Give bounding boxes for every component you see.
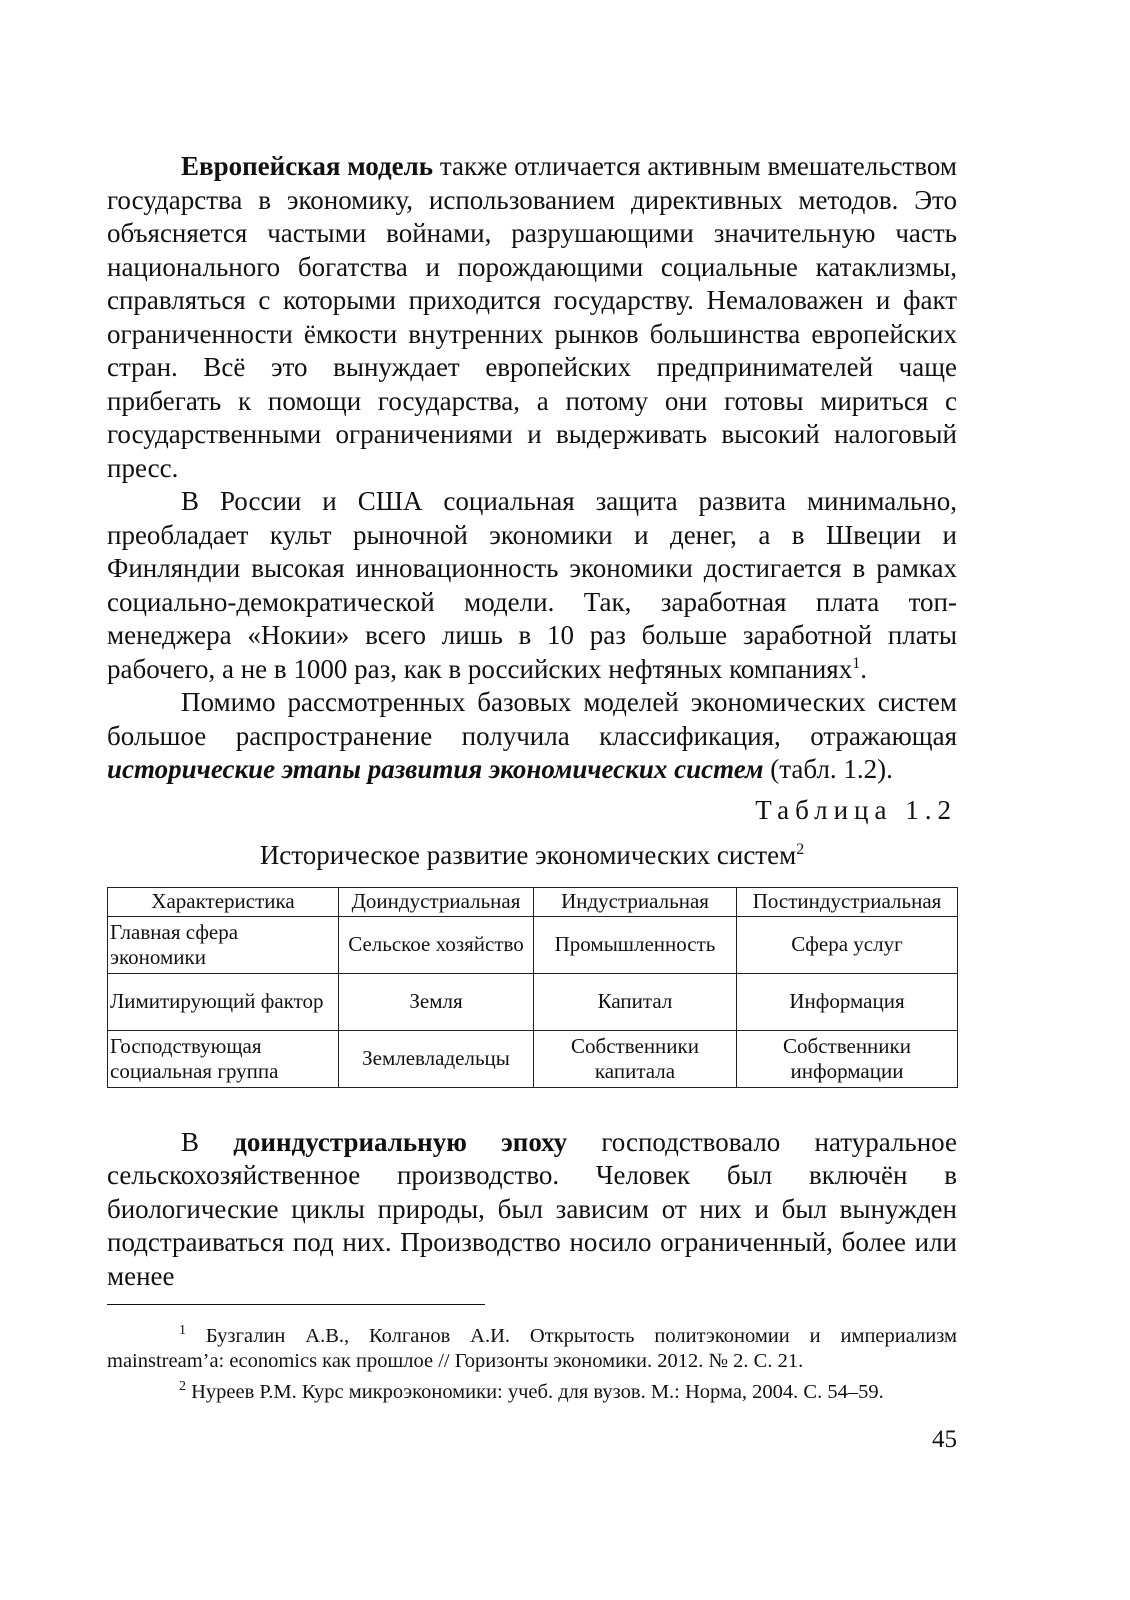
table-cell: Собственники капитала bbox=[534, 1030, 737, 1087]
table-row-header: Господствующая социальная группа bbox=[108, 1030, 339, 1087]
table-header-cell: Доиндустриальная bbox=[339, 887, 534, 916]
table-label: Таблица 1.2 bbox=[755, 794, 957, 825]
footnote-ref-1[interactable]: 1 bbox=[852, 654, 861, 672]
paragraph-text: В bbox=[181, 1126, 234, 1157]
table-cell: Капитал bbox=[534, 973, 737, 1030]
table-cell: Собственники информации bbox=[737, 1030, 958, 1087]
term-european-model: Европейская модель bbox=[181, 151, 434, 181]
paragraph-preindustrial bbox=[107, 1126, 957, 1294]
footnote-text: Бузгалин А.В., Колганов А.И. Открытость политэкономии и империализм mainstream’a: economics как прошлое // Горизонты экономики. 2012. № 2. С. 21. bbox=[107, 1324, 958, 1372]
table-cell: Промышленность bbox=[534, 916, 737, 973]
table-row bbox=[108, 1030, 958, 1087]
paragraph-russia-usa bbox=[107, 485, 957, 686]
table-title-text: Историческое развитие экономических систем bbox=[259, 839, 797, 870]
table-cell: Землевладельцы bbox=[339, 1030, 534, 1087]
table-cell: Информация bbox=[737, 973, 958, 1030]
footnote-text: Нуреев Р.М. Курс микроэкономики: учеб. для вузов. М.: Норма, 2004. С. 54–59. bbox=[191, 1380, 884, 1403]
footnotes bbox=[107, 1318, 957, 1452]
table-header-row bbox=[108, 887, 958, 916]
footnote-divider bbox=[107, 1304, 485, 1305]
paragraph-end: . bbox=[860, 653, 867, 684]
economic-systems-table bbox=[107, 887, 958, 1088]
footnote-1 bbox=[107, 1318, 957, 1374]
paragraph-text: господствовало натуральное сельскохозяйственное производство. Человек был включён в биологические циклы природы, был зависим от них и был вынужден подстраиваться под них. Производство носило ограниченный, более или менее bbox=[107, 1126, 957, 1291]
emphasis-historical-stages: исторические этапы развития экономических систем bbox=[107, 754, 764, 784]
table-header-cell: Индустриальная bbox=[534, 887, 737, 916]
footnote-mark: 1 bbox=[179, 1323, 186, 1338]
table-header-cell: Характеристика bbox=[108, 887, 339, 916]
table-cell: Сфера услуг bbox=[737, 916, 958, 973]
table-cell: Сельское хозяйство bbox=[339, 916, 534, 973]
table-title bbox=[107, 840, 957, 871]
footnote-2 bbox=[107, 1374, 957, 1405]
paragraph-text: (табл. 1.2). bbox=[763, 754, 893, 784]
footnote-ref-2[interactable]: 2 bbox=[796, 840, 805, 858]
footnote-mark: 2 bbox=[179, 1378, 186, 1394]
paragraph-european-model bbox=[107, 150, 957, 485]
paragraph-text: также отличается активным вмешательством государства в экономику, использованием директивных методов. Это объясняется частыми войнами, разрушающими значительную часть национального богатства и порождающими социальные катаклизмы, справляться с которыми приходится государству. Немаловажен и факт ограниченности ёмкости внутренних рынков большинства европейских стран. Всё это вынуждает европейских предпринимателей чаще прибегать к помощи государства, а потому они готовы мириться с государственными ограничениями и выдерживать высокий налоговый пресс. bbox=[107, 151, 957, 483]
table-row-header: Лимитирующий фактор bbox=[108, 973, 339, 1030]
paragraph-text: Помимо рассмотренных базовых моделей экономических систем большое распространение получила классификация, отражающая bbox=[107, 687, 957, 751]
term-preindustrial-epoch: доиндустриальную эпоху bbox=[233, 1126, 568, 1157]
paragraph-classification bbox=[107, 686, 957, 787]
paragraph-text: В России и США социальная защита развита минимально, преобладает культ рыночной экономики и денег, а в Швеции и Финляндии высокая инновационность экономики достигается в рамках социально-демократической модели. Так, заработная плата топ-менеджера «Нокии» всего лишь в 10 раз больше заработной платы рабочего, а не в 1000 раз, как в российских нефтяных компаниях bbox=[107, 486, 957, 684]
table-row bbox=[108, 916, 958, 973]
page-number: 45 bbox=[932, 1425, 957, 1453]
table-row-header: Главная сфера экономики bbox=[108, 916, 339, 973]
page-body bbox=[107, 150, 957, 1293]
table-header-cell: Постиндустриальная bbox=[737, 887, 958, 916]
table-row bbox=[108, 973, 958, 1030]
table-cell: Земля bbox=[339, 973, 534, 1030]
